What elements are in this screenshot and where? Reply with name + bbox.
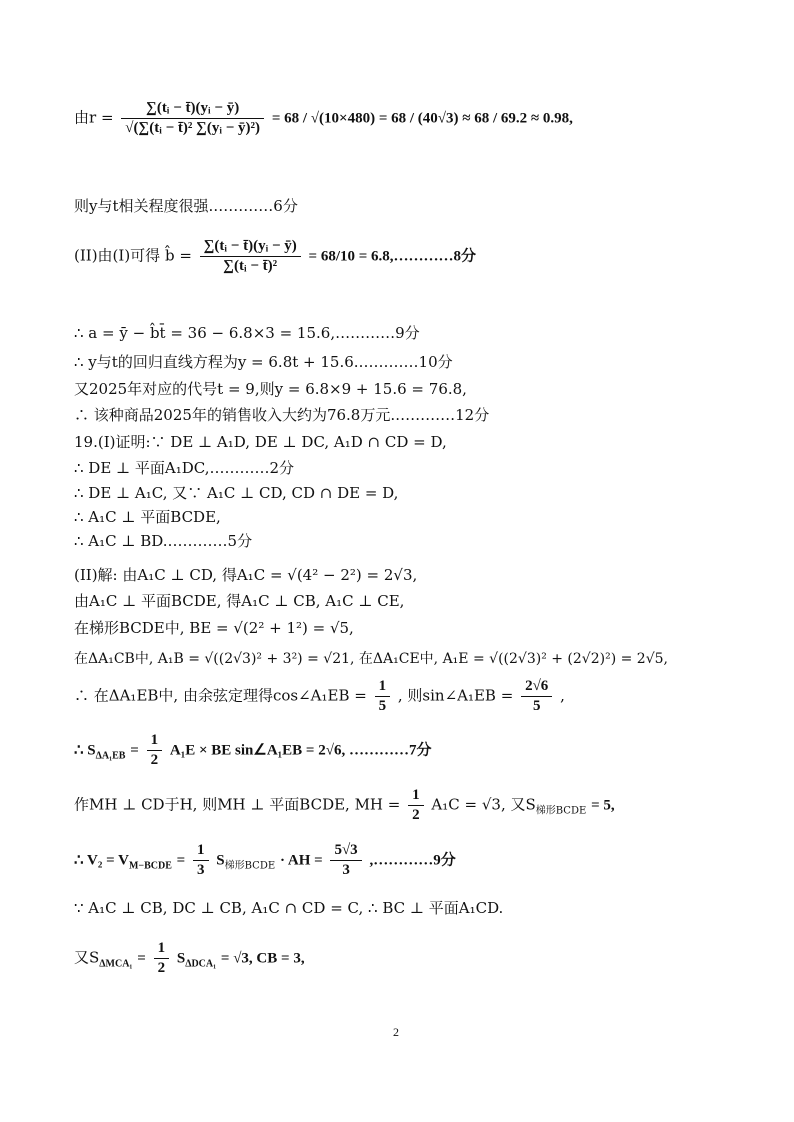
text: = 68 / √(10×480) = 68 / (40√3) ≈ 68 / 69.2 ≈ 0.98,: [271, 110, 573, 127]
subscript: ΔMCA₁: [99, 958, 133, 970]
text: 作MH ⊥ CD于H, 则MH ⊥ 平面BCDE, MH =: [74, 795, 401, 814]
text: A₁E × BE sin∠A₁EB = 2√6, …………7分: [169, 742, 432, 759]
subscript: 梯形BCDE: [224, 860, 276, 872]
text: ∴ A₁C ⊥ 平面BCDE,: [74, 508, 221, 526]
fraction-numerator: 1: [375, 678, 391, 697]
text: 19.(I)证明:∵ DE ⊥ A₁D, DE ⊥ DC, A₁D ∩ CD = D,: [74, 433, 447, 451]
fraction: [193, 842, 209, 879]
height-line: [74, 787, 615, 824]
text: = 68/10 = 6.8,…………8分: [308, 248, 477, 265]
slope-fraction: [200, 238, 301, 275]
fraction-numerator: 1: [193, 842, 209, 861]
fraction: [154, 940, 170, 977]
text: , 则sin∠A₁EB =: [397, 686, 514, 705]
text-line: [74, 506, 221, 527]
text: (II)由(I)可得 b̂ =: [74, 246, 192, 265]
fraction-denominator: √(∑(tᵢ − t̄)² ∑(yᵢ − ȳ)²): [125, 120, 261, 136]
text: =: [176, 852, 186, 869]
text: =: [130, 742, 139, 759]
text: 又2025年对应的代号t = 9,则y = 6.8×9 + 15.6 = 76.8,: [74, 380, 467, 398]
text: ∴ V₂ = V: [74, 852, 129, 869]
text-line: [74, 648, 668, 668]
fraction-denominator: 2: [412, 807, 420, 823]
fraction: [375, 678, 391, 715]
text-line: [74, 195, 298, 216]
text: ∴ 该种商品2025年的销售收入大约为76.8万元.…………12分: [74, 406, 490, 424]
text-line: [74, 322, 420, 343]
text: ∴ y与t的回归直线方程为y = 6.8t + 15.6.…………10分: [74, 353, 453, 371]
fraction-denominator: 5: [378, 698, 387, 714]
fraction-numerator: ∑(tᵢ − t̄)(yᵢ − ȳ): [121, 100, 264, 119]
text-line: [74, 431, 447, 452]
volume-line: [74, 842, 456, 879]
subscript: ΔA₁EB: [95, 750, 126, 762]
subscript: ΔDCA₁: [185, 958, 217, 970]
subscript: M−BCDE: [128, 860, 172, 872]
text-line: [74, 590, 404, 611]
fraction-numerator: 1: [408, 787, 424, 806]
text: ∴ DE ⊥ 平面A₁DC,…………2分: [74, 459, 295, 477]
text: = 5,: [591, 797, 615, 814]
text: ∴ DE ⊥ A₁C, 又∵ A₁C ⊥ CD, CD ∩ DE = D,: [74, 484, 399, 502]
text: 则y与t相关程度很强.…………6分: [74, 197, 298, 215]
text-line: [74, 457, 294, 478]
text: ,: [560, 686, 565, 705]
text-line: [74, 404, 489, 425]
text: ∴ S: [74, 742, 96, 759]
fraction-numerator: 5√3: [330, 842, 361, 861]
page-number: 2: [393, 1025, 399, 1039]
text: 在ΔA₁CB中, A₁B = √((2√3)² + 3²) = √21, 在ΔA₁CE中, A₁E = √((2√3)² + (2√2)²) = 2√5,: [74, 651, 668, 667]
fraction-denominator: 3: [342, 862, 350, 878]
text: A₁C = √3, 又S: [431, 795, 536, 814]
text: ∴ 在ΔA₁EB中, 由余弦定理得cos∠A₁EB =: [74, 686, 367, 705]
fraction-denominator: 5: [532, 698, 541, 714]
text: S: [176, 950, 186, 967]
fraction-denominator: 2: [157, 960, 166, 976]
fraction: [147, 732, 163, 769]
fraction-denominator: 2: [150, 752, 159, 768]
fraction-denominator: ∑(tᵢ − t̄)²: [223, 258, 278, 274]
text: 又S: [74, 948, 100, 967]
text: · AH =: [279, 852, 323, 869]
text-line: [74, 378, 467, 399]
text: ∵ A₁C ⊥ CB, DC ⊥ CB, A₁C ∩ CD = C, ∴ BC ⊥ 平面A₁CD.: [74, 899, 504, 917]
text-line: [74, 351, 453, 372]
area-line: [74, 732, 431, 769]
text: =: [137, 950, 146, 967]
fraction: [521, 678, 552, 715]
fraction-denominator: 3: [197, 862, 205, 878]
correlation-fraction: [121, 100, 264, 137]
area-ratio-line: [74, 940, 305, 977]
subscript: 梯形BCDE: [535, 805, 587, 817]
text-line: [74, 897, 503, 918]
text-line: [74, 530, 252, 551]
text-line: [74, 482, 398, 503]
fraction: [330, 842, 361, 879]
text: ∴ A₁C ⊥ BD.…………5分: [74, 532, 253, 550]
correlation-formula-line: [74, 100, 573, 137]
cosine-line: [74, 678, 565, 715]
text: 由A₁C ⊥ 平面BCDE, 得A₁C ⊥ CB, A₁C ⊥ CE,: [74, 592, 405, 610]
text: (II)解: 由A₁C ⊥ CD, 得A₁C = √(4² − 2²) = 2√3,: [74, 566, 418, 584]
text: = √3, CB = 3,: [220, 950, 305, 967]
fraction-numerator: 1: [147, 732, 163, 751]
text: ∴ a = ȳ − b̂t̄ = 36 − 6.8×3 = 15.6,…………9分: [74, 324, 420, 342]
fraction-numerator: 1: [154, 940, 170, 959]
text-line: [74, 564, 417, 585]
fraction-numerator: 2√6: [521, 678, 552, 697]
slope-formula-line: [74, 238, 476, 275]
text: 由r =: [74, 108, 114, 127]
text: ,…………9分: [369, 852, 456, 869]
fraction: [408, 787, 424, 824]
fraction-numerator: ∑(tᵢ − t̄)(yᵢ − ȳ): [200, 238, 301, 257]
text: S: [216, 852, 225, 869]
text-line: [74, 617, 354, 638]
text: 在梯形BCDE中, BE = √(2² + 1²) = √5,: [74, 619, 354, 637]
